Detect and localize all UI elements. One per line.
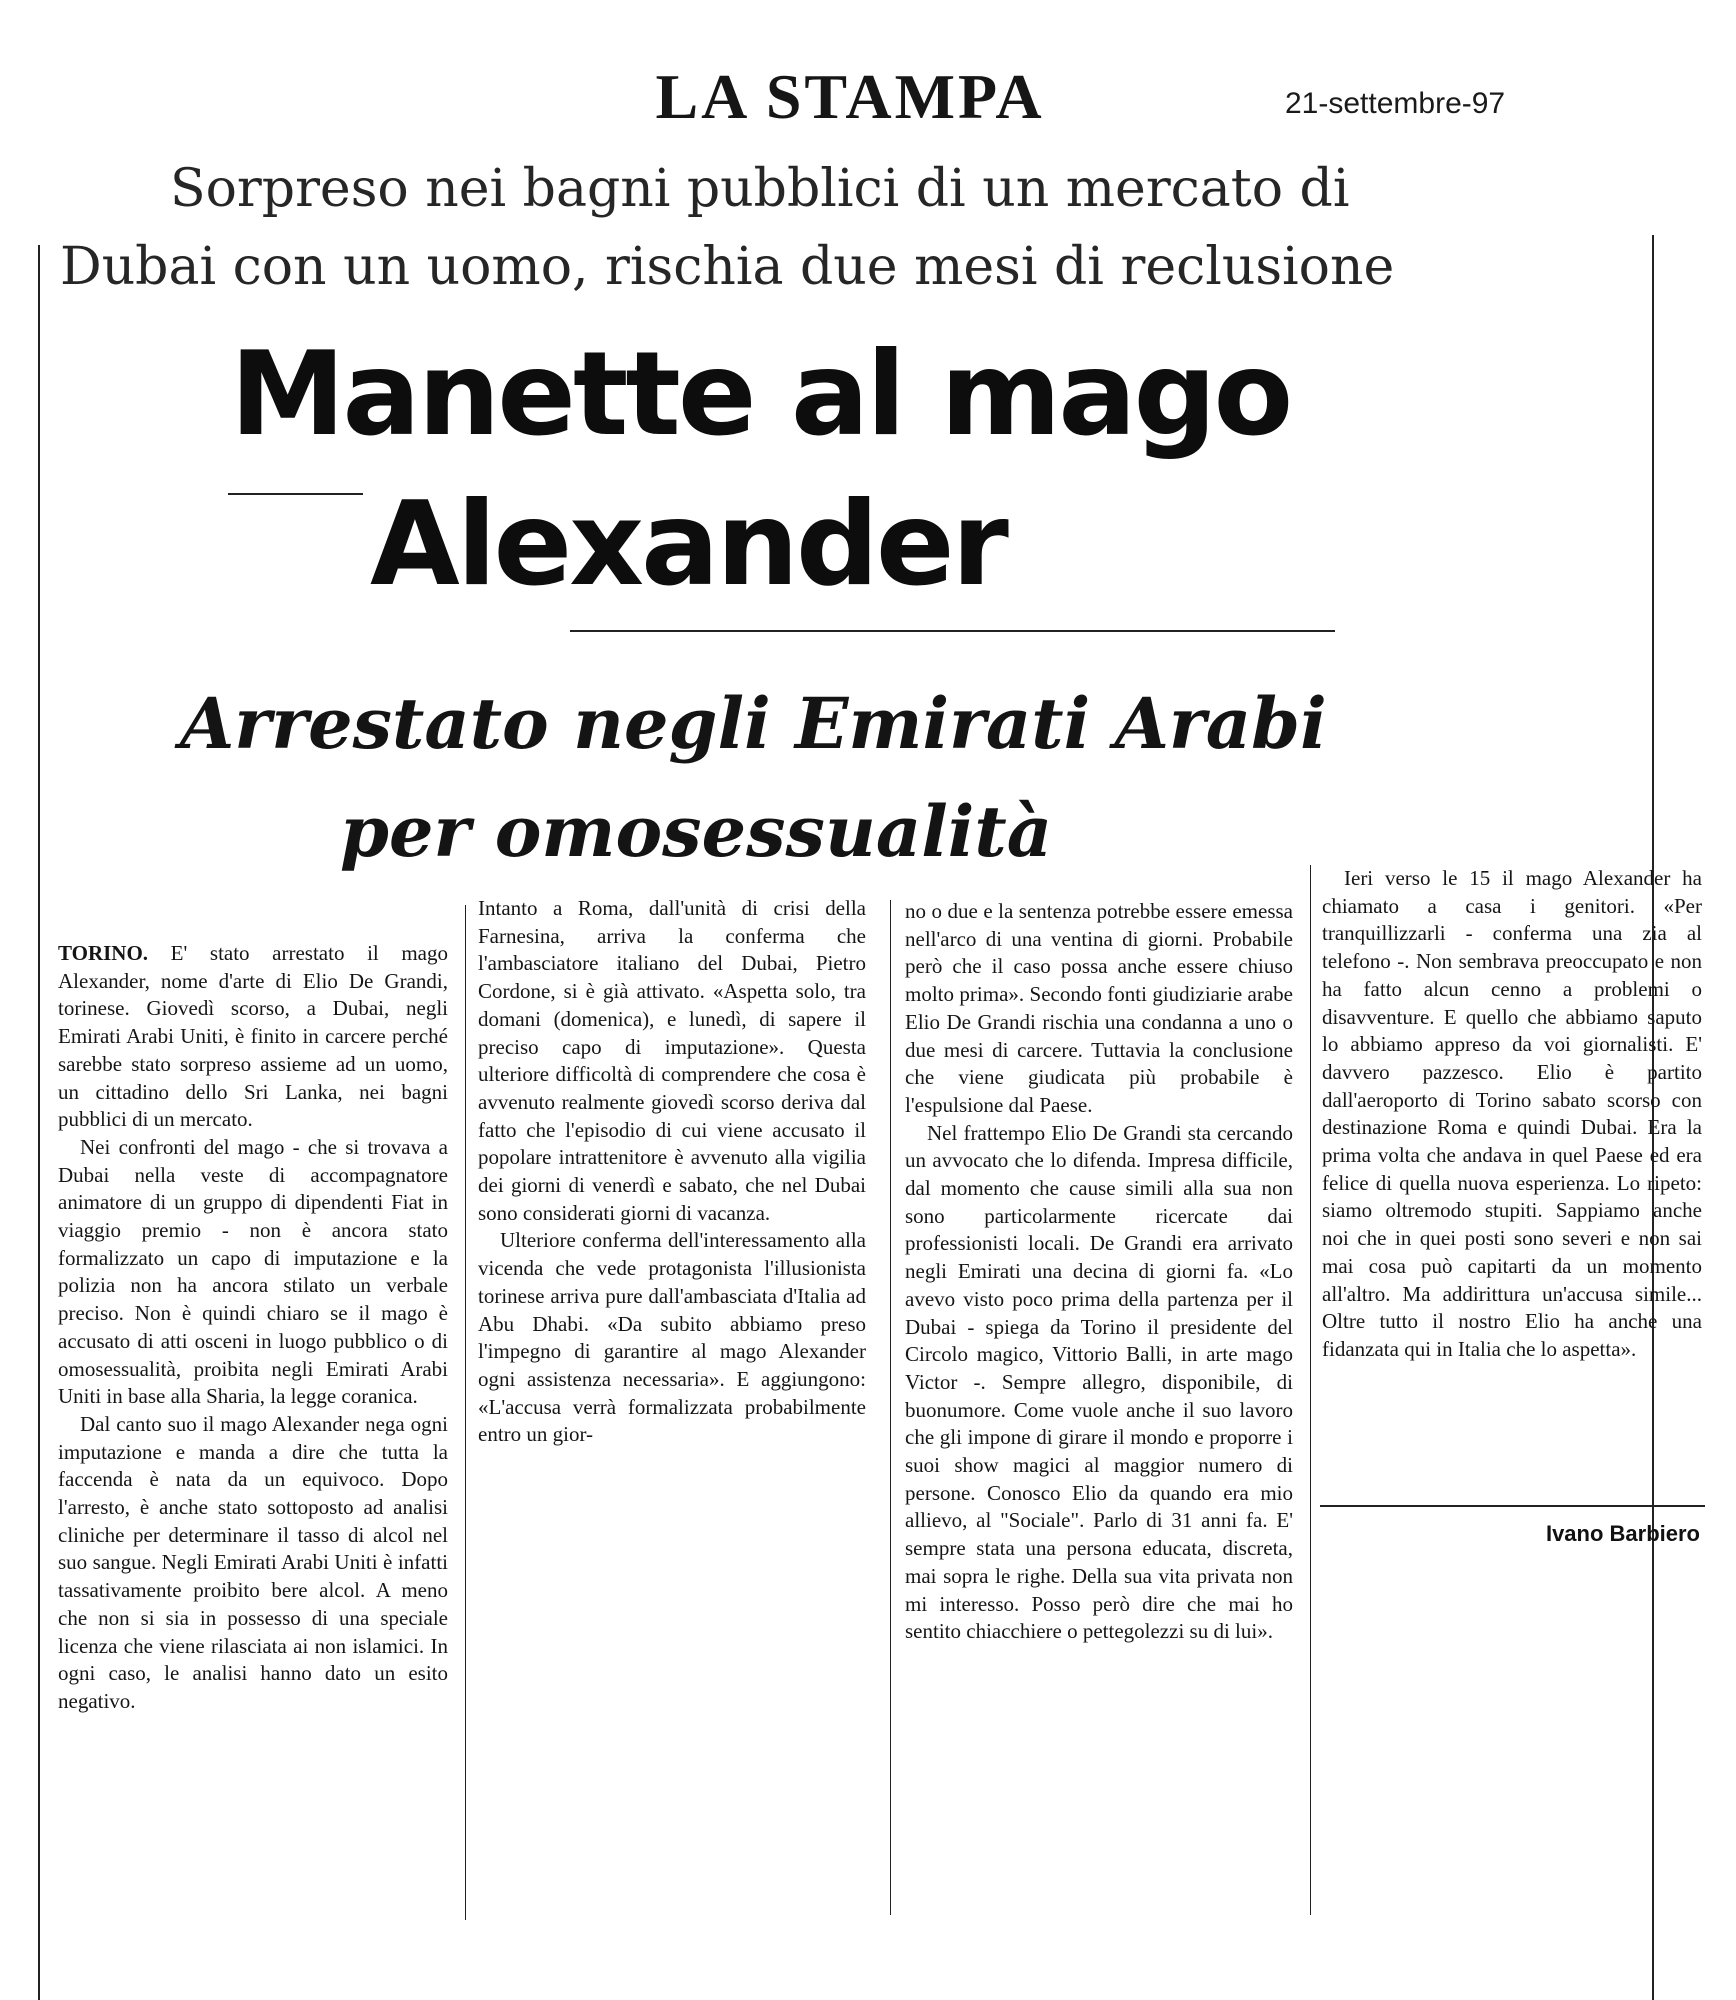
- article-column-2: [478, 895, 866, 1615]
- publication-date: 21-settembre-97: [1285, 87, 1506, 120]
- subheadline-line-2: per omosessualità: [340, 790, 1053, 873]
- newspaper-masthead: LA STAMPA: [655, 61, 1045, 132]
- article-paragraph: Nei confronti del mago - che si trovava a Dubai nella veste di accompagnatore animatore di un gruppo di dipendenti Fiat in viaggio premio - non è ancora stato formalizzato un capo di imputazione e la polizia non ha ancora stilato un verbale preciso. Non è quindi chiaro se il mago è accusato di atti osceni in luogo pubblico o di omosessualità, proibita negli Emirati Arabi Uniti in base alla Sharia, la legge coranica.: [58, 1134, 448, 1409]
- article-paragraph: Intanto a Roma, dall'unità di crisi della Farnesina, arriva la conferma che l'ambasciatore italiano del Dubai, Pietro Cordone, si è già attivato. «Aspetta solo, tra domani (domenica), e lunedì, di sapere il preciso capo di imputazione». Questa ulteriore difficoltà di comprendere che cosa è avvenuto realmente giovedì scorso deriva dal fatto che l'episodio di cui viene accusato il popolare intrattenitore è avvenuto alla vigilia dei giorni di venerdì e sabato, che nel Dubai sono considerati giorni di vacanza.: [478, 896, 866, 1225]
- dateline: TORINO.: [58, 941, 149, 965]
- kicker-line-2: Dubai con un uomo, rischia due mesi di reclusione: [60, 237, 1395, 297]
- kicker-line-1: Sorpreso nei bagni pubblici di un mercato di: [170, 159, 1350, 219]
- headline-rule-long: [570, 630, 1335, 632]
- headline: [200, 320, 1400, 620]
- column-divider: [1310, 865, 1311, 1915]
- column-divider: [465, 905, 466, 1920]
- article-column-1: [58, 940, 448, 1930]
- left-frame-rule: [38, 245, 40, 2000]
- article-paragraph: [58, 940, 448, 1134]
- kicker: [60, 150, 1560, 310]
- article-paragraph: Ieri verso le 15 il mago Alexander ha chiamato a casa i genitori. «Per tranquillizzarli - conferma una zia al telefono -. Non sembrava preoccupato e non ha fatto alcun cenno a problemi o disavventure. E quello che abbiamo saputo lo abbiamo appreso da voi giornalisti. E' davvero pazzesco. Elio è partito dall'aeroporto di Torino sabato scorso con destinazione Roma e quindi Dubai. Era la prima volta che andava in quel Paese ed era felice di quella nuova esperienza. Lo ripeto: siamo oltremodo stupiti. Sappiamo anche noi che in quei posti sono severi e non sai mai cosa può capitarti da un momento all'altro. Ma addirittura un'accusa simile... Oltre tutto il nostro Elio ha anche una fidanzata qui in Italia che lo aspetta».: [1322, 866, 1702, 1361]
- byline: Ivano Barbiero: [1545, 1521, 1700, 1546]
- article-paragraph: Dal canto suo il mago Alexander nega ogni imputazione e manda a dire che tutta la faccenda è nata da un equivoco. Dopo l'arresto, è anche stato sottoposto ad analisi cliniche per determinare il tasso di alcol nel suo sangue. Negli Emirati Arabi Uniti è infatti tassativamente proibito bere alcol. A meno che non si sia in possesso di una speciale licenza che viene rilasciata ai non islamici. In ogni caso, le analisi hanno dato un esito negativo.: [58, 1411, 448, 1713]
- article-column-3: [905, 898, 1293, 1918]
- headline-line-2: Alexander: [370, 477, 1006, 612]
- byline-rule: [1320, 1505, 1705, 1507]
- article-column-4: [1322, 865, 1702, 1505]
- headline-line-1: Manette al mago: [230, 327, 1291, 462]
- subheadline: [180, 670, 1380, 880]
- article-paragraph: Nel frattempo Elio De Grandi sta cercando un avvocato che lo difenda. Impresa difficile, dal momento che cause simili alla sua non sono particolarmente ricercate dai professionisti locali. De Grandi era arrivato negli Emirati una decina di giorni fa. «Lo avevo visto poco prima della partenza per il Dubai - spiega da Torino il presidente del Circolo magico, Vittorio Balli, in arte mago Victor -. Sempre allegro, disponibile, di buonumore. Come vuole anche il suo lavoro che gli impone di girare il mondo e proporre i suoi show magici al maggior numero di persone. Conosco Elio da quando era mio allievo, al "Sociale". Parlo di 31 anni fa. E' sempre stata una persona educata, discreta, mai sopra le righe. Della sua vita privata non mi interesso. Posso però dire che mai ho sentito chiacchiere o pettegolezzi su di lui».: [905, 1120, 1293, 1644]
- article-paragraph: no o due e la sentenza potrebbe essere emessa nell'arco di una ventina di giorni. Probabile però che il caso possa anche essere chiuso molto prima». Secondo fonti giudiziarie arabe Elio De Grandi rischia una condanna a uno o due mesi di carcere. Tuttavia la conclusione che viene giudicata più probabile è l'espulsione dal Paese.: [905, 899, 1293, 1117]
- article-paragraph: Ulteriore conferma dell'interessamento alla vicenda che vede protagonista l'illusionista torinese arriva pure dall'ambasciata d'Italia ad Abu Dhabi. «Da subito abbiamo preso l'impegno di garantire al mago Alexander ogni assistenza necessaria». E aggiungono: «L'accusa verrà formalizzata probabilmente entro un gior-: [478, 1228, 866, 1447]
- paragraph-text: E' stato arrestato il mago Alexander, nome d'arte di Elio De Grandi, torinese. Giovedì scorso, a Dubai, negli Emirati Arabi Uniti, è finito in carcere perché sarebbe stato sorpreso assieme ad un uomo, un cittadino dello Sri Lanka, nei bagni pubblici di un mercato.: [58, 941, 448, 1132]
- column-divider: [890, 900, 891, 1915]
- subheadline-line-1: Arrestato negli Emirati Arabi: [180, 682, 1327, 765]
